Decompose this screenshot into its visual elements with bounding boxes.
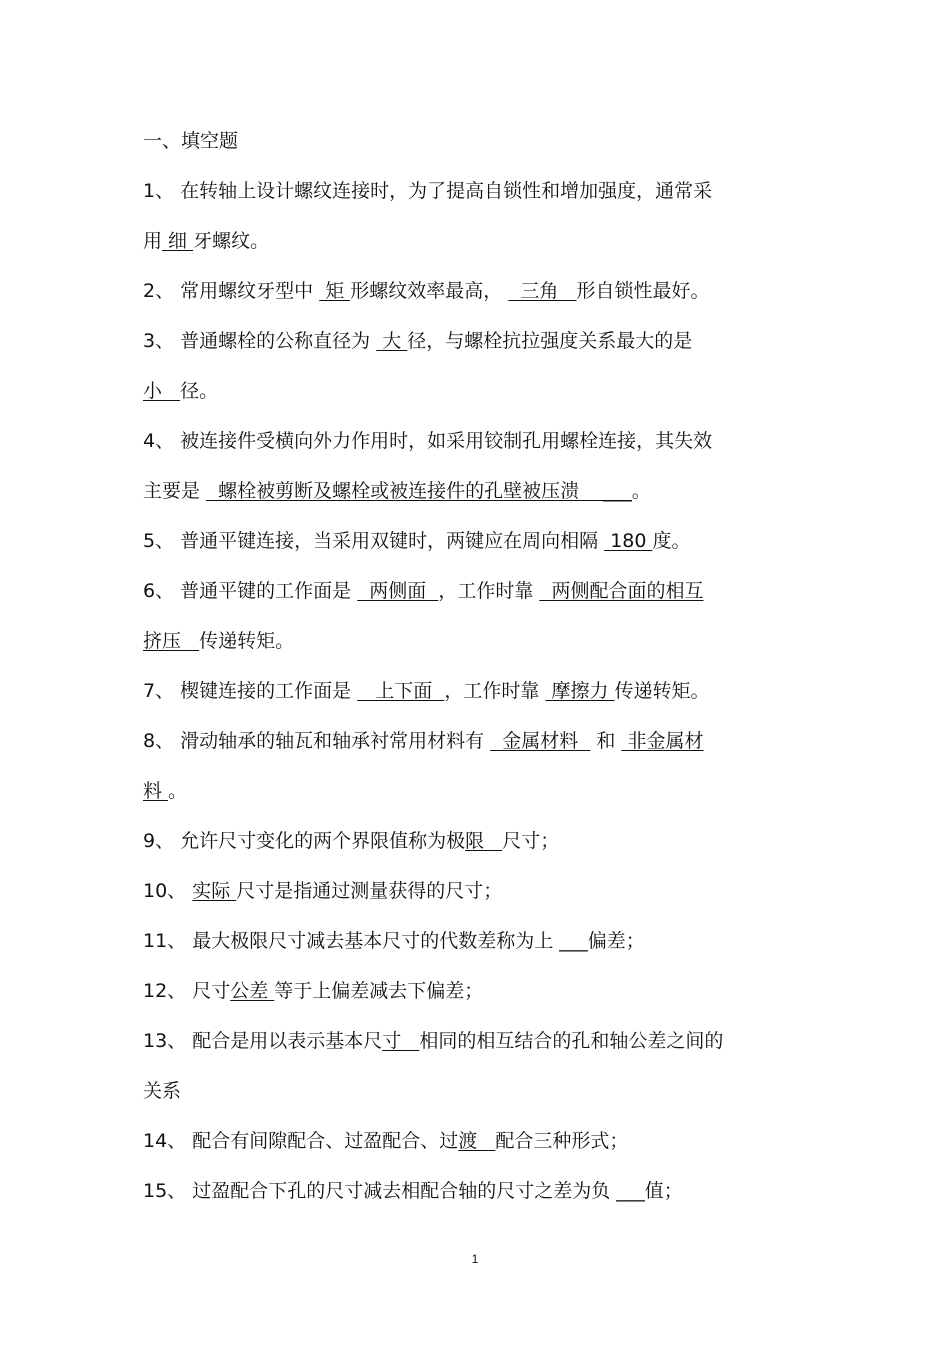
question-line	[143, 779, 187, 803]
question-text: 等于上偏差减去下偏差；	[274, 980, 484, 1002]
question-text: 4、 被连接件受横向外力作用时，如采用铰制孔用螺栓连接，其失效	[143, 430, 713, 452]
question-text: 传递转矩。	[199, 630, 295, 652]
answer-blank: 非金属材	[621, 730, 704, 752]
question-line	[143, 229, 269, 253]
page-number: 1	[471, 1252, 479, 1266]
question-line	[143, 179, 712, 203]
answer-blank: 三角	[508, 280, 577, 302]
answer-blank: 两侧配合面的相互	[539, 580, 704, 602]
answer-blank: 实际	[192, 880, 237, 902]
answer-blank: 公差	[230, 980, 275, 1002]
question-line	[143, 879, 502, 903]
answer-blank: 小	[143, 380, 181, 402]
question-text: 度。	[652, 530, 691, 552]
question-text: 2、 常用螺纹牙型中	[143, 280, 320, 302]
question-line	[143, 429, 712, 453]
question-text: 传递转矩。	[614, 680, 710, 702]
question-text: 15、 过盈配合下孔的尺寸减去相配合轴的尺寸之差为负 ___值；	[143, 1180, 683, 1202]
answer-blank: 上下面	[357, 680, 445, 702]
answer-blank: 限	[465, 830, 503, 852]
answer-blank: 两侧面	[357, 580, 439, 602]
question-text: 形自锁性最好。	[576, 280, 710, 302]
question-line	[143, 529, 691, 553]
question-text: 3、 普通螺栓的公称直径为	[143, 330, 377, 352]
question-line	[143, 1079, 181, 1103]
answer-blank: 大	[376, 330, 408, 352]
question-line	[143, 579, 703, 603]
question-text: 。	[631, 480, 651, 502]
question-text: 13、 配合是用以表示基本尺	[143, 1030, 383, 1052]
question-text: 10、	[143, 880, 193, 902]
question-line	[143, 679, 710, 703]
question-line	[143, 929, 645, 953]
question-line	[143, 1179, 683, 1203]
question-text: 径，与螺栓抗拉强度关系最大的是	[407, 330, 693, 352]
answer-blank: 180	[604, 530, 653, 552]
question-line	[143, 629, 294, 653]
question-text: 配合三种形式；	[495, 1130, 629, 1152]
answer-blank: 渡	[458, 1130, 496, 1152]
question-text: 11、 最大极限尺寸减去基本尺寸的代数差称为上 ___偏差；	[143, 930, 645, 952]
question-line	[143, 729, 703, 753]
question-line	[143, 479, 651, 503]
question-line	[143, 829, 559, 853]
question-text: 6、 普通平键的工作面是	[143, 580, 358, 602]
question-text: 和	[590, 730, 622, 752]
question-text: 8、 滑动轴承的轴瓦和轴承衬常用材料有	[143, 730, 491, 752]
answer-blank: 细	[162, 230, 194, 252]
question-text: ，工作时靠	[444, 680, 546, 702]
question-text: 用	[143, 230, 163, 252]
question-text: 牙螺纹。	[193, 230, 270, 252]
question-text: ，工作时靠	[438, 580, 540, 602]
question-text: 7、 楔键连接的工作面是	[143, 680, 358, 702]
answer-blank: 螺栓被剪断及螺栓或被连接件的孔壁被压溃 ___	[206, 480, 632, 502]
answer-blank: 矩	[319, 280, 351, 302]
question-text: 关系	[143, 1080, 182, 1102]
question-text: 。	[168, 780, 188, 802]
question-line	[143, 1029, 723, 1053]
question-text: 1、 在转轴上设计螺纹连接时，为了提高自锁性和增加强度，通常采	[143, 180, 713, 202]
answer-blank: 料	[143, 780, 169, 802]
question-line	[143, 979, 483, 1003]
question-line	[143, 1129, 628, 1153]
answer-blank: 金属材料	[490, 730, 591, 752]
answer-blank: 挤压	[143, 630, 200, 652]
question-text: 14、 配合有间隙配合、过盈配合、过	[143, 1130, 459, 1152]
question-line	[143, 279, 710, 303]
question-text: 形螺纹效率最高，	[350, 280, 509, 302]
question-line	[143, 379, 218, 403]
question-text: 相同的相互结合的孔和轴公差之间的	[419, 1030, 724, 1052]
question-text: 径。	[180, 380, 219, 402]
question-text: 主要是	[143, 480, 207, 502]
question-line	[143, 329, 692, 353]
question-text: 12、 尺寸	[143, 980, 231, 1002]
section-title: 一、填空题	[143, 130, 239, 152]
answer-blank: 寸	[382, 1030, 420, 1052]
question-text: 9、 允许尺寸变化的两个界限值称为极	[143, 830, 466, 852]
answer-blank: 摩擦力	[545, 680, 615, 702]
question-text: 尺寸是指通过测量获得的尺寸；	[236, 880, 503, 902]
question-text: 5、 普通平键连接，当采用双键时，两键应在周向相隔	[143, 530, 605, 552]
question-text: 尺寸；	[502, 830, 560, 852]
